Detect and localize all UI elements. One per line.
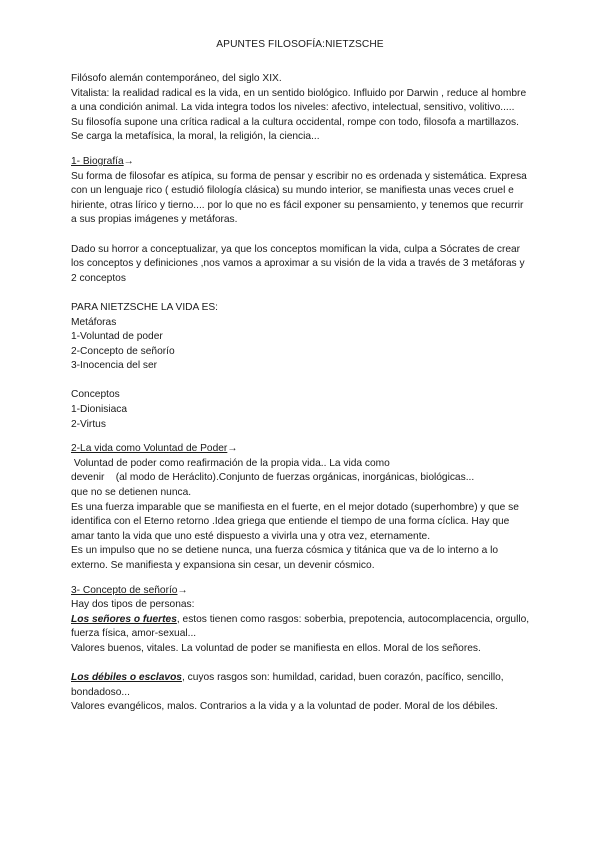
fuertes-label: Los señores o fuertes (71, 613, 177, 625)
section3-heading (71, 584, 531, 599)
section2-line-2: devenir (al modo de Heráclito).Conjunto de fuerzas orgánicas, inorgánicas, biológicas... (71, 472, 475, 484)
arrow-icon: → (227, 443, 238, 455)
section1-heading (71, 155, 531, 170)
fuertes-paragraph (71, 613, 531, 642)
arrow-icon: → (123, 155, 134, 167)
document-title: APUNTES FILOSOFÍA:NIETZSCHE (216, 39, 384, 50)
intro-vitalista: Vitalista: la realidad radical es la vida, en un sentido biológico. Influido por Darwin , reduce al hombre a una condición animal. La vida integra todos los niveles: afectivo, intelectual, sensitivo, volitivo..... (71, 87, 527, 114)
metafora-item: 3-Inocencia del ser (71, 360, 158, 372)
section3-heading-text: 3- Concepto de señorío (71, 584, 178, 596)
section2-heading (71, 442, 531, 457)
debiles-text: , cuyos rasgos son: humildad, caridad, buen corazón, pacífico, sencillo, bondadoso... (71, 672, 504, 698)
debiles-values: Valores evangélicos, malos. Contrarios a la vida y a la voluntad de poder. Moral de los débiles. (71, 701, 498, 713)
debiles-paragraph (71, 671, 531, 700)
section1-heading-text: 1- Biografía (71, 155, 124, 167)
lists-header: PARA NIETZSCHE LA VIDA ES: (71, 301, 219, 313)
concepto-item: 1-Dionisiaca (71, 404, 128, 416)
section2-paragraph-3: Es un impulso que no se detiene nunca, una fuerza cósmica y titánica que va de lo interno a lo externo. Se manifiesta y expansiona sin cesar, un devenir cósmico. (71, 545, 499, 571)
metafora-item: 1-Voluntad de poder (71, 331, 163, 343)
conceptos-label: Conceptos (71, 389, 120, 401)
section2-paragraph-2: Es una fuerza imparable que se manifiesta en el fuerte, en el mejor dotado (superhombre) y que se identifica con el Eterno retorno .Idea griega que entiende el tiempo de una forma cíclica. Hay que amar tanto la vida que uno esté dispuesto a vivirla una y otra vez, eternamente. (71, 501, 519, 542)
section1-paragraph-2: Dado su horror a conceptualizar, ya que los conceptos momifican la vida, culpa a Sócrates de crear los conceptos y definiciones ,nos vamos a aproximar a su visión de la vida a través de 3 metáforas y 2 conceptos (71, 243, 525, 284)
metaforas-label: Metáforas (71, 316, 117, 328)
fuertes-values: Valores buenos, vitales. La voluntad de poder se manifiesta en ellos. Moral de los señores. (71, 642, 481, 654)
section1-paragraph-1: Su forma de filosofar es atípica, su forma de pensar y escribir no es ordenada y sistemática. Expresa con un lenguaje rico ( estudió filología clásica) su mundo interior, se manifiesta unas veces cruel e hiriente, otras lírico y tierno.... por lo que no es fácil exponer su pensamiento, y tenemos que recurrir a sus propias imágenes y metáforas. (71, 170, 527, 226)
metafora-item: 2-Concepto de señorío (71, 345, 175, 357)
intro-critica: Su filosofía supone una crítica radical a la cultura occidental, rompe con todo, filosofa a martillazos. Se carga la metafísica, la moral, la religión, la ciencia... (71, 116, 519, 143)
intro-line: Filósofo alemán contemporáneo, del siglo XIX. (71, 73, 282, 84)
section2-heading-text: 2-La vida como Voluntad de Poder (71, 443, 228, 455)
fuertes-text: , estos tienen como rasgos: soberbia, prepotencia, autocomplacencia, orgullo, fuerza física, amor-sexual... (71, 613, 530, 640)
section3-intro: Hay dos tipos de personas: (71, 599, 195, 611)
debiles-label: Los débiles o esclavos (71, 672, 182, 684)
section2-line-1: Voluntad de poder como reafirmación de la propia vida.. La vida como (71, 457, 390, 469)
document-body (71, 72, 531, 715)
section2-line-3: que no se detienen nunca. (71, 487, 192, 499)
arrow-icon: → (177, 584, 188, 596)
concepto-item: 2-Virtus (71, 418, 106, 430)
